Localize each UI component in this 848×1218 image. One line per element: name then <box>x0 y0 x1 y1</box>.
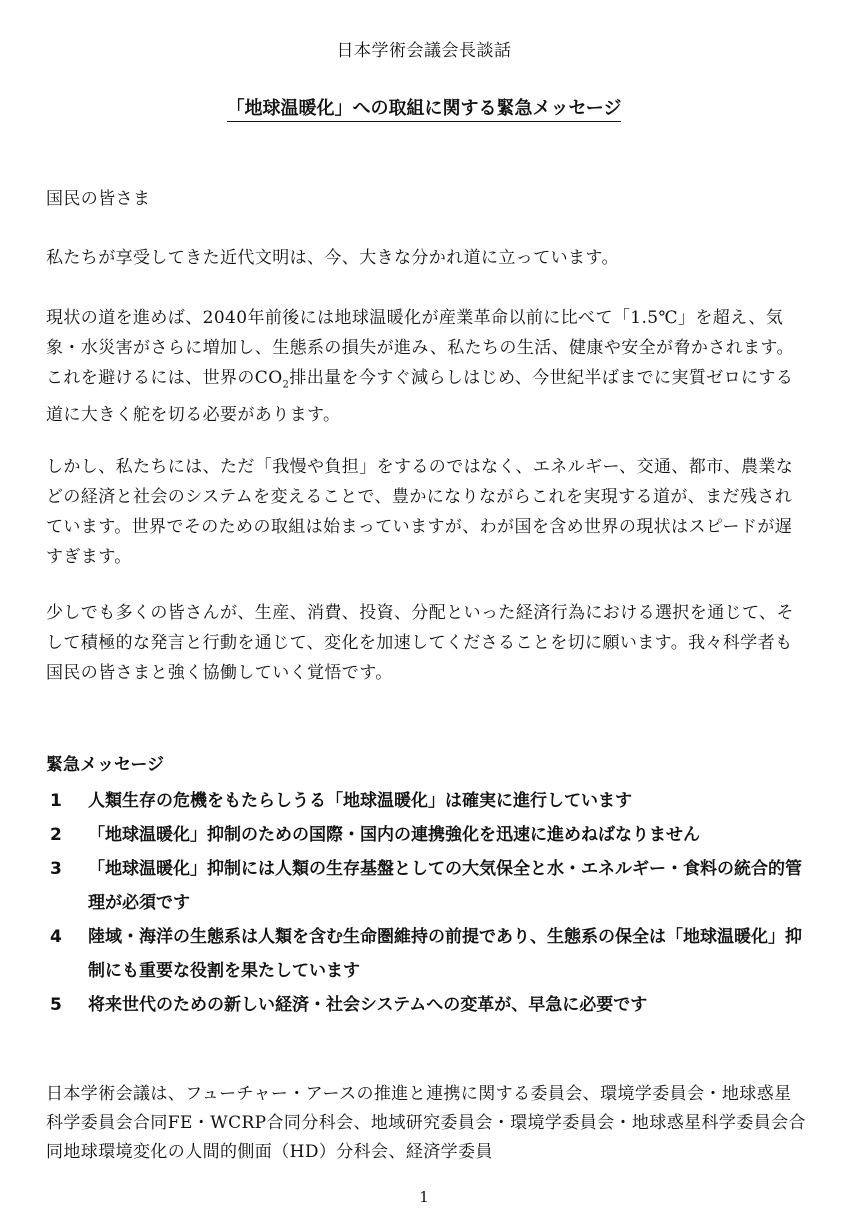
message-title <box>0 94 848 120</box>
footer-paragraph: 日本学術会議は、フューチャー・アースの推進と連携に関する委員会、環境学委員会・地球惑星科学委員会合同FE・WCRP合同分科会、地域研究委員会・環境学委員会・地球惑星科学委員会合同地球環境変化の人間的側面（HD）分科会、経済学委員 <box>46 1084 806 1162</box>
urgent-item-number: 2 <box>50 825 62 845</box>
urgent-message-list <box>46 784 808 1022</box>
urgent-item-text: 「地球温暖化」抑制には人類の生存基盤としての大気保全と水・エネルギー・食料の統合的管理が必須です <box>88 859 802 913</box>
urgent-item-number: 3 <box>50 859 62 879</box>
urgent-message-heading: 緊急メッセージ <box>46 755 164 775</box>
message-title-text: 「地球温暖化」への取組に関する緊急メッセージ <box>227 98 622 122</box>
paragraph-4: 少しでも多くの皆さんが、生産、消費、投資、分配といった経済行為における選択を通じて、そして積極的な発言と行動を通じて、変化を加速してくださることを切に願います。我々科学者も国民の皆さまと強く協働していく覚悟です。 <box>46 603 794 683</box>
greeting: 国民の皆さま <box>46 189 151 209</box>
urgent-item-number: 5 <box>50 995 62 1015</box>
urgent-item <box>46 920 808 988</box>
urgent-item <box>46 852 808 920</box>
co2-subscript: 2 <box>282 379 290 391</box>
urgent-item <box>46 818 808 852</box>
paragraph-1: 私たちが享受してきた近代文明は、今、大きな分かれ道に立っています。 <box>46 248 619 268</box>
urgent-item <box>46 784 808 818</box>
urgent-item-number: 1 <box>50 791 62 811</box>
paragraph-2-part-b: 排出量を今すぐ減らしはじめ、今世紀半ばまでに実質ゼロにする道に大きく舵を切る必要があります。 <box>46 368 794 426</box>
urgent-item <box>46 988 808 1022</box>
urgent-item-number: 4 <box>50 927 62 947</box>
paragraph-2 <box>46 303 806 430</box>
paragraph-2-part-a: 現状の道を進めば、2040年前後には地球温暖化が産業革命以前に比べて「1.5℃」を超え、気象・水災害がさらに増加し、生態系の損失が進み、私たちの生活、健康や安全が脅かされます。これを避けるには、世界のCO <box>46 308 794 388</box>
urgent-item-text: 将来世代のための新しい経済・社会システムへの変革が、早急に必要です <box>88 995 648 1015</box>
urgent-item-text: 人類生存の危機をもたらしうる「地球温暖化」は確実に進行しています <box>88 791 632 811</box>
document-header: 日本学術会議会長談話 <box>336 41 512 61</box>
page-number: 1 <box>419 1188 429 1206</box>
urgent-item-text: 「地球温暖化」抑制のための国際・国内の連携強化を迅速に進めねばなりません <box>88 825 700 845</box>
urgent-item-text: 陸域・海洋の生態系は人類を含む生命圏維持の前提であり、生態系の保全は「地球温暖化」抑制にも重要な役割を果たしています <box>88 927 802 981</box>
paragraph-3: しかし、私たちには、ただ「我慢や負担」をするのではなく、エネルギー、交通、都市、農業などの経済と社会のシステムを変えることで、豊かになりながらこれを実現する道が、まだ残されています。世界でそのための取組は始まっていますが、わが国を含め世界の現状はスピードが遅すぎます。 <box>46 457 794 567</box>
